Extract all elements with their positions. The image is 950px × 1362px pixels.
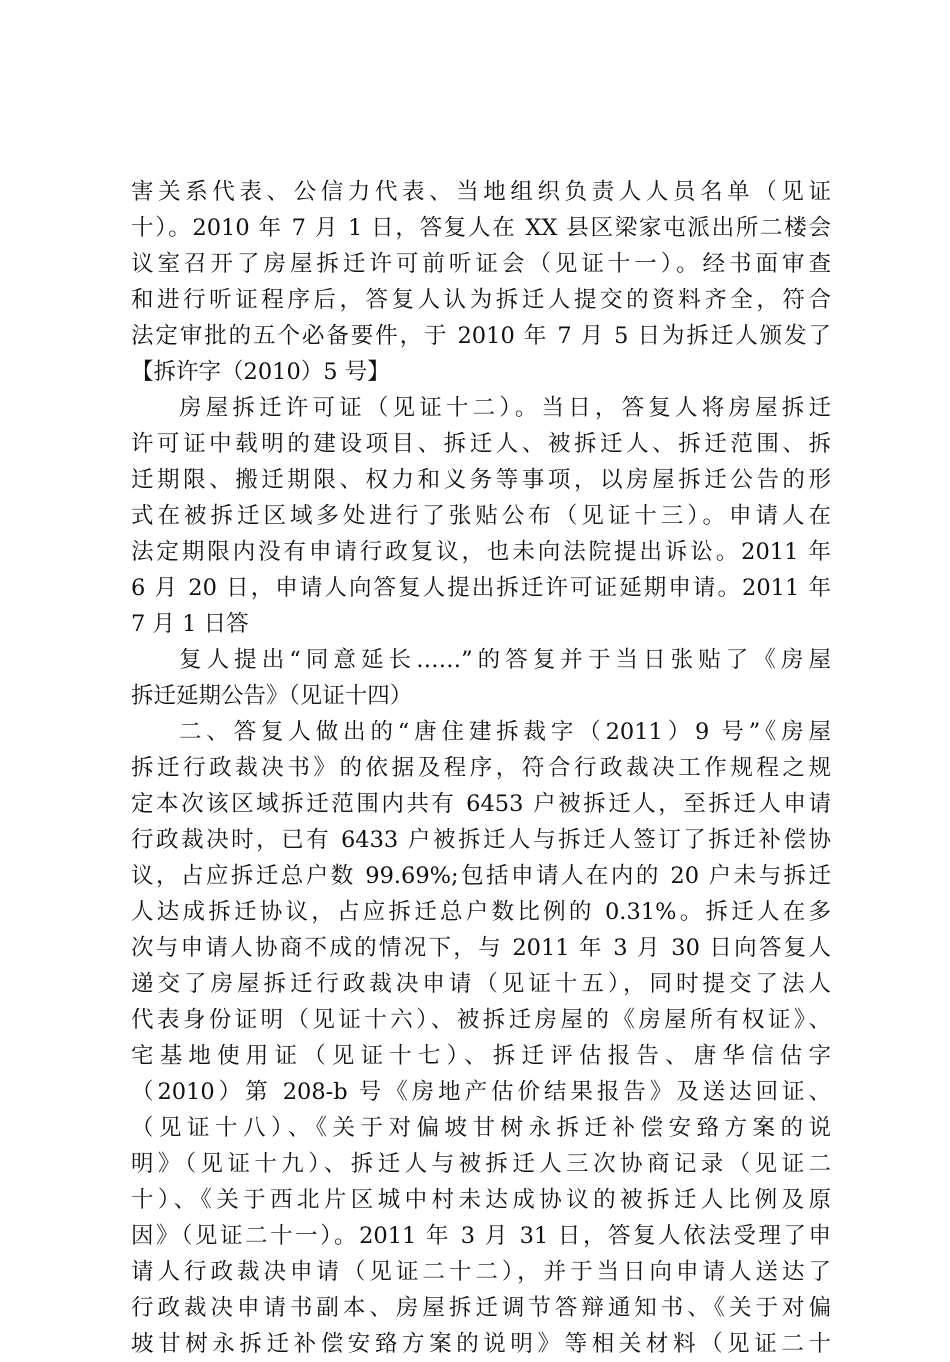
text-line: 拆迁行政裁决书》的依据及程序，符合行政裁决工作规程之规 — [131, 755, 831, 781]
text-line: 和进行听证程序后，答复人认为拆迁人提交的资料齐全，符合 — [131, 287, 831, 313]
text-line: 拆迁延期公告》（见证十四） — [131, 683, 413, 709]
text-line: 十）。2010 年 7 月 1 日，答复人在 XX 县区梁家屯派出所二楼会 — [131, 215, 831, 241]
text-line: 迁期限、搬迁期限、权力和义务等事项，以房屋拆迁公告的形 — [131, 467, 831, 493]
paragraph-first-line: 二、答复人做出的“唐住建拆裁字（2011）9 号”《房屋 — [179, 719, 831, 745]
text-line: 式在被拆迁区域多处进行了张贴公布（见证十三）。申请人在 — [131, 503, 831, 529]
text-line: 十）、《关于西北片区城中村未达成协议的被拆迁人比例及原 — [131, 1187, 831, 1213]
paragraph-first-line: 复人提出“同意延长……”的答复并于当日张贴了《房屋 — [179, 647, 831, 673]
text-line: 害关系代表、公信力代表、当地组织负责人人员名单（见证 — [131, 179, 831, 205]
text-line: 7 月 1 日答 — [131, 611, 249, 637]
text-line: 递交了房屋拆迁行政裁决申请（见证十五），同时提交了法人 — [131, 971, 831, 997]
text-line: 议室召开了房屋拆迁许可前听证会（见证十一）。经书面审查 — [131, 251, 831, 277]
text-line: （2010）第 208-b 号《房地产估价结果报告》及送达回证、 — [131, 1079, 831, 1105]
text-line: 议，占应拆迁总户数 99.69%;包括申请人在内的 20 户未与拆迁 — [131, 863, 831, 889]
text-line: （见证十八）、《关于对偏坡甘树永拆迁补偿安臵方案的说 — [131, 1115, 831, 1141]
text-line: 请人行政裁决申请（见证二十二），并于当日向申请人送达了 — [131, 1259, 831, 1285]
text-line: 【拆许字（2010）5 号】 — [131, 359, 390, 385]
text-line: 6 月 20 日，申请人向答复人提出拆迁许可证延期申请。2011 年 — [131, 575, 831, 601]
text-line: 行政裁决申请书副本、房屋拆迁调节答辩通知书、《关于对偏 — [131, 1295, 831, 1321]
paragraph-first-line: 房屋拆迁许可证（见证十二）。当日，答复人将房屋拆迁 — [179, 395, 831, 421]
text-line: 次与申请人协商不成的情况下，与 2011 年 3 月 30 日向答复人 — [131, 935, 831, 961]
text-line: 法定期限内没有申请行政复议，也未向法院提出诉讼。2011 年 — [131, 539, 831, 565]
document-body — [131, 174, 831, 1362]
text-line: 人达成拆迁协议，占应拆迁总户数比例的 0.31%。拆迁人在多 — [131, 899, 831, 925]
text-line: 因》（见证二十一）。2011 年 3 月 31 日，答复人依法受理了申 — [131, 1223, 831, 1249]
text-line: 法定审批的五个必备要件，于 2010 年 7 月 5 日为拆迁人颁发了 — [131, 323, 831, 349]
text-line: 代表身份证明（见证十六）、被拆迁房屋的《房屋所有权证》、 — [131, 1007, 831, 1033]
text-line: 宅基地使用证（见证十七）、拆迁评估报告、唐华信估字 — [131, 1043, 831, 1069]
text-line: 许可证中载明的建设项目、拆迁人、被拆迁人、拆迁范围、拆 — [131, 431, 831, 457]
text-line: 坡甘树永拆迁补偿安臵方案的说明》等相关材料（见证二十 — [131, 1331, 831, 1357]
text-line: 明》（见证十九）、拆迁人与被拆迁人三次协商记录（见证二 — [131, 1151, 831, 1177]
text-line: 定本次该区域拆迁范围内共有 6453 户被拆迁人，至拆迁人申请 — [131, 791, 831, 817]
text-line: 行政裁决时，已有 6433 户被拆迁人与拆迁人签订了拆迁补偿协 — [131, 827, 831, 853]
